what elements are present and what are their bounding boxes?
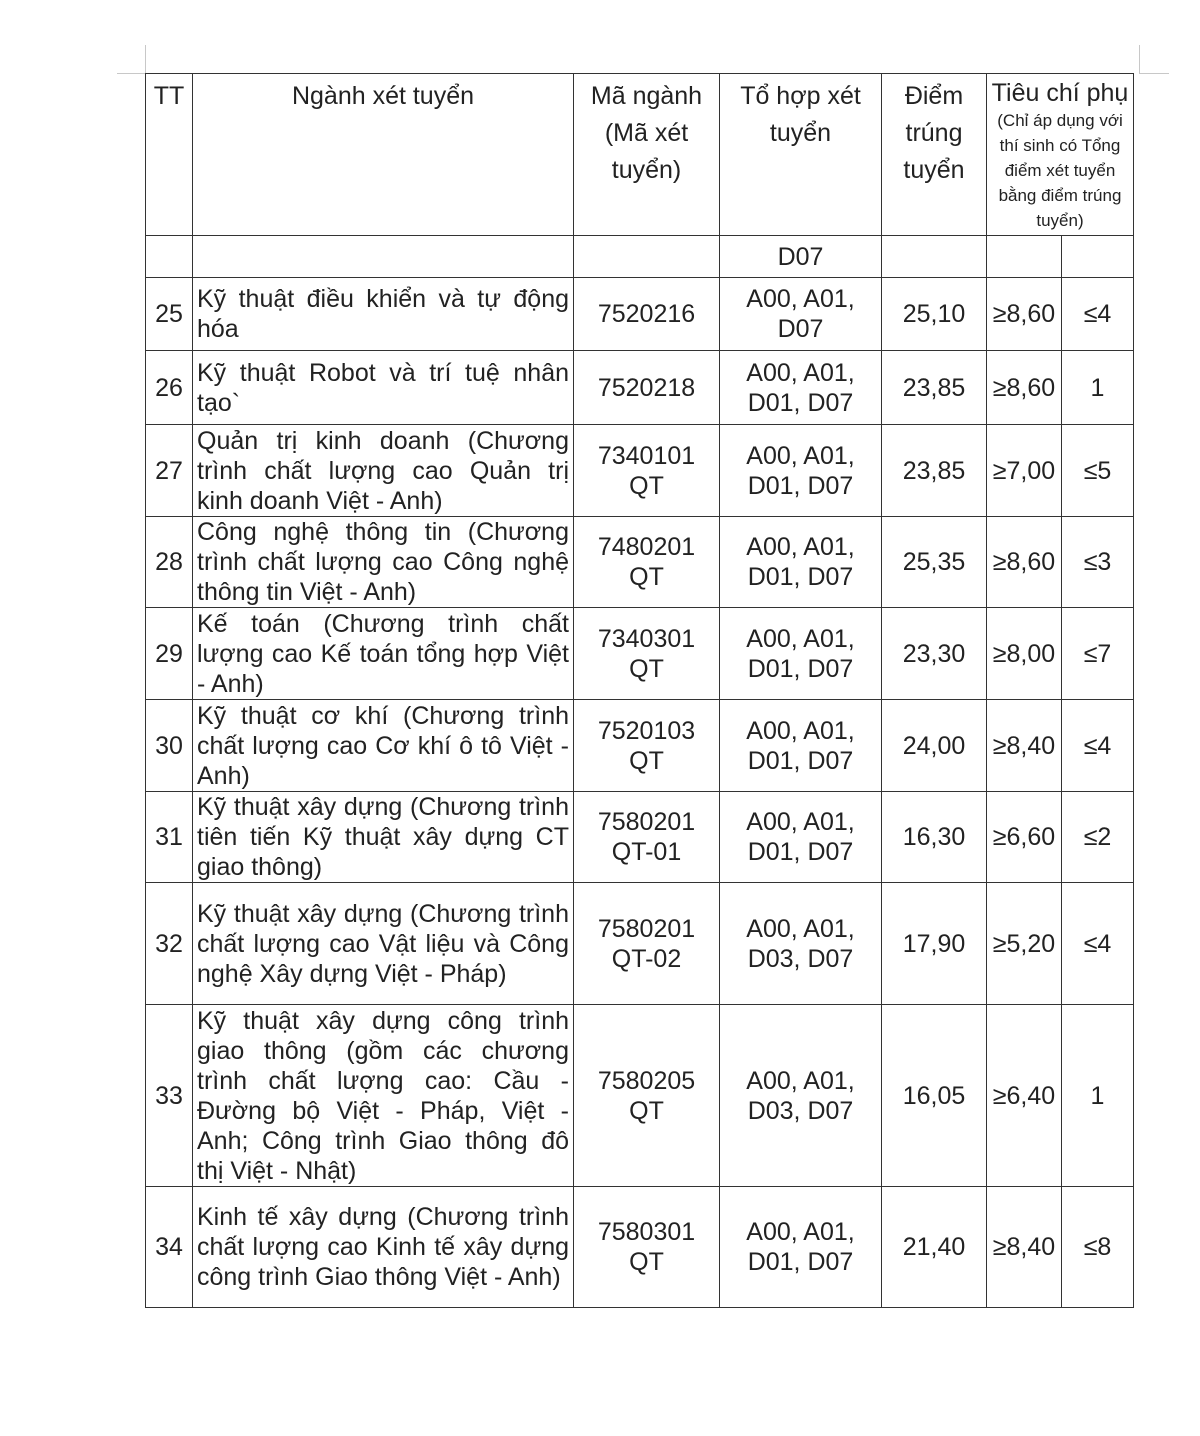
cell-major: Kỹ thuật xây dựng công trình giao thông (gồm các chương trình chất lượng cao: Cầu - Đường bộ Việt - Pháp, Việt - Anh; Công trình Giao thông đô thị Việt - Nhật) [193,1005,574,1187]
cell-combo: A00, A01, D01, D07 [720,792,882,883]
cell-combo: A00, A01, D01, D07 [720,608,882,700]
cell-crit1: ≥8,40 [987,1187,1062,1308]
table-row [146,425,1134,517]
margin-mark-right-h [1139,73,1169,74]
header-combo: Tổ hợp xét tuyển [720,74,882,236]
cell-crit1: ≥7,00 [987,425,1062,517]
header-row [146,74,1134,236]
cell-crit2 [1062,236,1134,278]
margin-mark-left-h [117,73,145,74]
cell-crit2: ≤3 [1062,517,1134,608]
cell-score: 17,90 [882,883,987,1005]
cell-crit1: ≥8,40 [987,700,1062,792]
header-score: Điểm trúng tuyển [882,74,987,236]
cell-major: Kỹ thuật xây dựng (Chương trình tiên tiến Kỹ thuật xây dựng CT giao thông) [193,792,574,883]
cell-code: 7520218 [574,351,720,425]
cell-major: Công nghệ thông tin (Chương trình chất lượng cao Công nghệ thông tin Việt - Anh) [193,517,574,608]
cell-crit2: ≤8 [1062,1187,1134,1308]
cell-major: Kế toán (Chương trình chất lượng cao Kế toán tổng hợp Việt - Anh) [193,608,574,700]
continuation-row [146,236,1134,278]
table-row [146,1005,1134,1187]
cell-score: 24,00 [882,700,987,792]
cell-tt: 31 [146,792,193,883]
table-body [146,278,1134,1308]
cell-tt: 26 [146,351,193,425]
cell-combo: A00, A01, D07 [720,278,882,351]
cell-major: Kinh tế xây dựng (Chương trình chất lượng cao Kinh tế xây dựng công trình Giao thông Việt - Anh) [193,1187,574,1308]
cell-code [574,236,720,278]
cell-crit2: ≤4 [1062,883,1134,1005]
cell-tt: 28 [146,517,193,608]
cell-tt: 29 [146,608,193,700]
cell-combo: A00, A01, D01, D07 [720,517,882,608]
cell-score: 16,05 [882,1005,987,1187]
cell-combo: A00, A01, D01, D07 [720,351,882,425]
table-row [146,351,1134,425]
table-row [146,700,1134,792]
cell-major: Kỹ thuật xây dựng (Chương trình chất lượng cao Vật liệu và Công nghệ Xây dựng Việt - Pháp) [193,883,574,1005]
cell-combo: A00, A01, D03, D07 [720,883,882,1005]
criteria-title: Tiêu chí phụ [991,79,1129,107]
header-tt: TT [146,74,193,236]
header-code: Mã ngành (Mã xét tuyển) [574,74,720,236]
cell-combo: D07 [720,236,882,278]
cell-major: Kỹ thuật Robot và trí tuệ nhân tạo` [193,351,574,425]
cell-combo: A00, A01, D01, D07 [720,700,882,792]
cell-crit2: 1 [1062,1005,1134,1187]
cell-tt: 30 [146,700,193,792]
cell-crit1: ≥8,60 [987,351,1062,425]
cell-code: 7580201 QT-01 [574,792,720,883]
cell-crit2: ≤2 [1062,792,1134,883]
table-row [146,608,1134,700]
cell-crit2: ≤4 [1062,700,1134,792]
cell-tt: 33 [146,1005,193,1187]
cell-code: 7580201 QT-02 [574,883,720,1005]
cell-code: 7580301 QT [574,1187,720,1308]
cell-score: 21,40 [882,1187,987,1308]
cell-combo: A00, A01, D01, D07 [720,425,882,517]
cell-score: 25,10 [882,278,987,351]
table-row [146,278,1134,351]
cell-tt: 27 [146,425,193,517]
header-major: Ngành xét tuyển [193,74,574,236]
cell-code: 7340101 QT [574,425,720,517]
cell-crit1: ≥5,20 [987,883,1062,1005]
table-row [146,792,1134,883]
criteria-note: (Chỉ áp dụng với thí sinh có Tổng điểm xét tuyển bằng điểm trúng tuyển) [997,111,1123,230]
cell-crit2: ≤7 [1062,608,1134,700]
cell-major: Kỹ thuật cơ khí (Chương trình chất lượng cao Cơ khí ô tô Việt - Anh) [193,700,574,792]
cell-score: 23,30 [882,608,987,700]
cell-crit2: ≤5 [1062,425,1134,517]
cell-code: 7580205 QT [574,1005,720,1187]
cell-crit1 [987,236,1062,278]
cell-tt: 34 [146,1187,193,1308]
cell-code: 7520103 QT [574,700,720,792]
cell-tt: 25 [146,278,193,351]
admission-table [145,73,1134,1308]
cell-combo: A00, A01, D01, D07 [720,1187,882,1308]
cell-major [193,236,574,278]
cell-tt: 32 [146,883,193,1005]
cell-tt [146,236,193,278]
header-criteria [987,74,1134,236]
cell-combo: A00, A01, D03, D07 [720,1005,882,1187]
table-row [146,1187,1134,1308]
margin-mark-right-v [1139,45,1140,73]
cell-code: 7340301 QT [574,608,720,700]
cell-crit2: 1 [1062,351,1134,425]
cell-crit1: ≥8,60 [987,517,1062,608]
table-row [146,517,1134,608]
cell-code: 7520216 [574,278,720,351]
cell-code: 7480201 QT [574,517,720,608]
cell-crit1: ≥8,00 [987,608,1062,700]
cell-major: Quản trị kinh doanh (Chương trình chất lượng cao Quản trị kinh doanh Việt - Anh) [193,425,574,517]
margin-mark-left-v [145,45,146,73]
cell-score [882,236,987,278]
cell-crit2: ≤4 [1062,278,1134,351]
cell-score: 23,85 [882,351,987,425]
cell-crit1: ≥6,40 [987,1005,1062,1187]
cell-score: 23,85 [882,425,987,517]
cell-score: 25,35 [882,517,987,608]
cell-score: 16,30 [882,792,987,883]
cell-crit1: ≥6,60 [987,792,1062,883]
cell-major: Kỹ thuật điều khiển và tự động hóa [193,278,574,351]
cell-crit1: ≥8,60 [987,278,1062,351]
table-row [146,883,1134,1005]
